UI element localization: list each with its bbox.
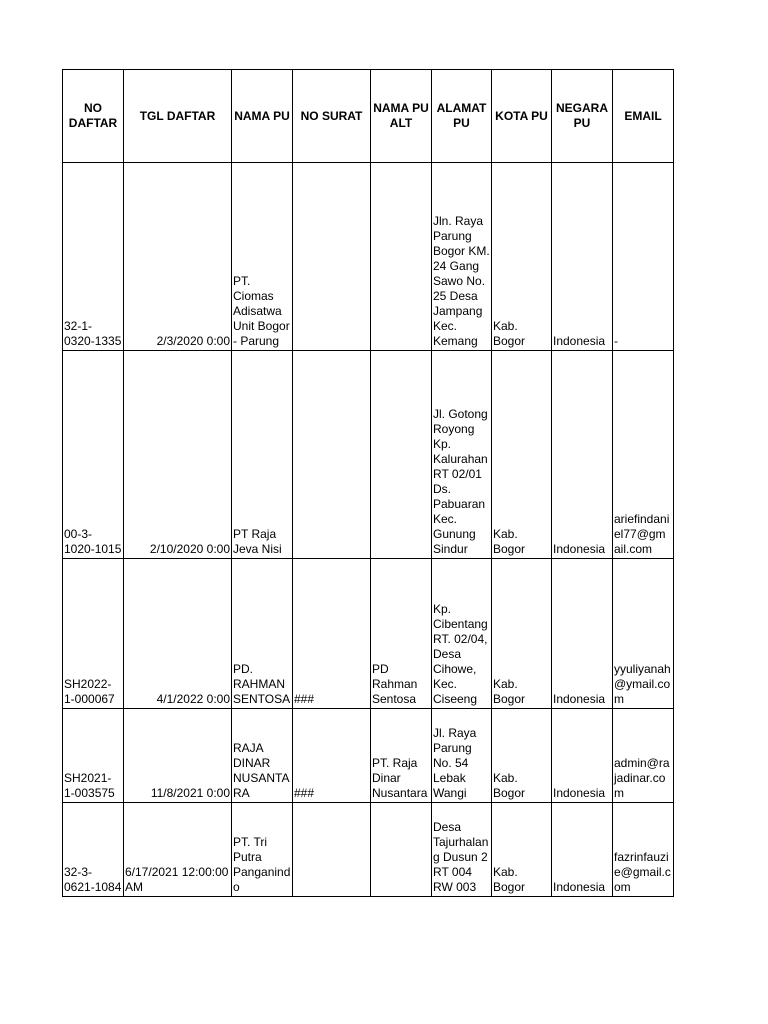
cell-negara-pu: Indonesia — [552, 803, 613, 897]
cell-nama-pu: RAJA DINAR NUSANTARA — [232, 709, 293, 803]
column-header-tgl-daftar: TGL DAFTAR — [124, 70, 232, 163]
cell-no-daftar: 32-1-0320-1335 — [63, 163, 124, 351]
column-header-kota-pu: KOTA PU — [492, 70, 552, 163]
column-header-no-daftar: NO DAFTAR — [63, 70, 124, 163]
cell-no-surat: ### — [293, 709, 371, 803]
cell-kota-pu: Kab. Bogor — [492, 351, 552, 559]
cell-kota-pu: Kab. Bogor — [492, 709, 552, 803]
cell-tgl-daftar: 11/8/2021 0:00 — [124, 709, 232, 803]
header-row — [63, 70, 674, 163]
cell-alamat-pu: Jl. Gotong Royong Kp. Kalurahan RT 02/01 Ds. Pabuaran Kec. Gunung Sindur — [432, 351, 492, 559]
cell-no-daftar: SH2021-1-003575 — [63, 709, 124, 803]
cell-no-daftar: 32-3-0621-1084 — [63, 803, 124, 897]
cell-email: admin@rajadinar.com — [613, 709, 674, 803]
cell-no-surat — [293, 351, 371, 559]
cell-email: fazrinfauzie@gmail.com — [613, 803, 674, 897]
cell-nama-pu-alt: PT. Raja Dinar Nusantara — [371, 709, 432, 803]
cell-nama-pu-alt — [371, 351, 432, 559]
column-header-email: EMAIL — [613, 70, 674, 163]
cell-alamat-pu: Kp. Cibentang RT. 02/04, Desa Cihowe, Kec. Ciseeng — [432, 559, 492, 709]
cell-no-surat — [293, 803, 371, 897]
table-row — [63, 559, 674, 709]
data-table — [62, 69, 674, 897]
cell-kota-pu: Kab. Bogor — [492, 559, 552, 709]
cell-tgl-daftar: 2/3/2020 0:00 — [124, 163, 232, 351]
cell-alamat-pu: Jl. Raya Parung No. 54 Lebak Wangi — [432, 709, 492, 803]
cell-kota-pu: Kab. Bogor — [492, 163, 552, 351]
cell-no-daftar: SH2022-1-000067 — [63, 559, 124, 709]
cell-email: ariefindaniel77@gmail.com — [613, 351, 674, 559]
column-header-negara-pu: NEGARA PU — [552, 70, 613, 163]
cell-nama-pu-alt: PD Rahman Sentosa — [371, 559, 432, 709]
cell-nama-pu: PT. Ciomas Adisatwa Unit Bogor - Parung — [232, 163, 293, 351]
table-row — [63, 709, 674, 803]
cell-kota-pu: Kab. Bogor — [492, 803, 552, 897]
cell-tgl-daftar: 2/10/2020 0:00 — [124, 351, 232, 559]
table-row — [63, 163, 674, 351]
cell-nama-pu: PD. RAHMAN SENTOSA — [232, 559, 293, 709]
cell-nama-pu: PT. Tri Putra Panganindo — [232, 803, 293, 897]
cell-negara-pu: Indonesia — [552, 709, 613, 803]
cell-email: yyuliyanah@ymail.com — [613, 559, 674, 709]
cell-nama-pu-alt — [371, 163, 432, 351]
column-header-alamat-pu: ALAMAT PU — [432, 70, 492, 163]
cell-no-daftar: 00-3-1020-1015 — [63, 351, 124, 559]
cell-alamat-pu: Jln. Raya Parung Bogor KM. 24 Gang Sawo No. 25 Desa Jampang Kec. Kemang — [432, 163, 492, 351]
cell-alamat-pu: Desa Tajurhalang Dusun 2 RT 004 RW 003 — [432, 803, 492, 897]
cell-nama-pu: PT Raja Jeva Nisi — [232, 351, 293, 559]
cell-negara-pu: Indonesia — [552, 559, 613, 709]
cell-tgl-daftar: 4/1/2022 0:00 — [124, 559, 232, 709]
table-row — [63, 803, 674, 897]
cell-tgl-daftar: 6/17/2021 12:00:00 AM — [124, 803, 232, 897]
cell-no-surat — [293, 163, 371, 351]
cell-no-surat: ### — [293, 559, 371, 709]
cell-negara-pu: Indonesia — [552, 163, 613, 351]
table-row — [63, 351, 674, 559]
column-header-no-surat: NO SURAT — [293, 70, 371, 163]
column-header-nama-pu-alt: NAMA PU ALT — [371, 70, 432, 163]
cell-negara-pu: Indonesia — [552, 351, 613, 559]
cell-nama-pu-alt — [371, 803, 432, 897]
cell-email: - — [613, 163, 674, 351]
column-header-nama-pu: NAMA PU — [232, 70, 293, 163]
